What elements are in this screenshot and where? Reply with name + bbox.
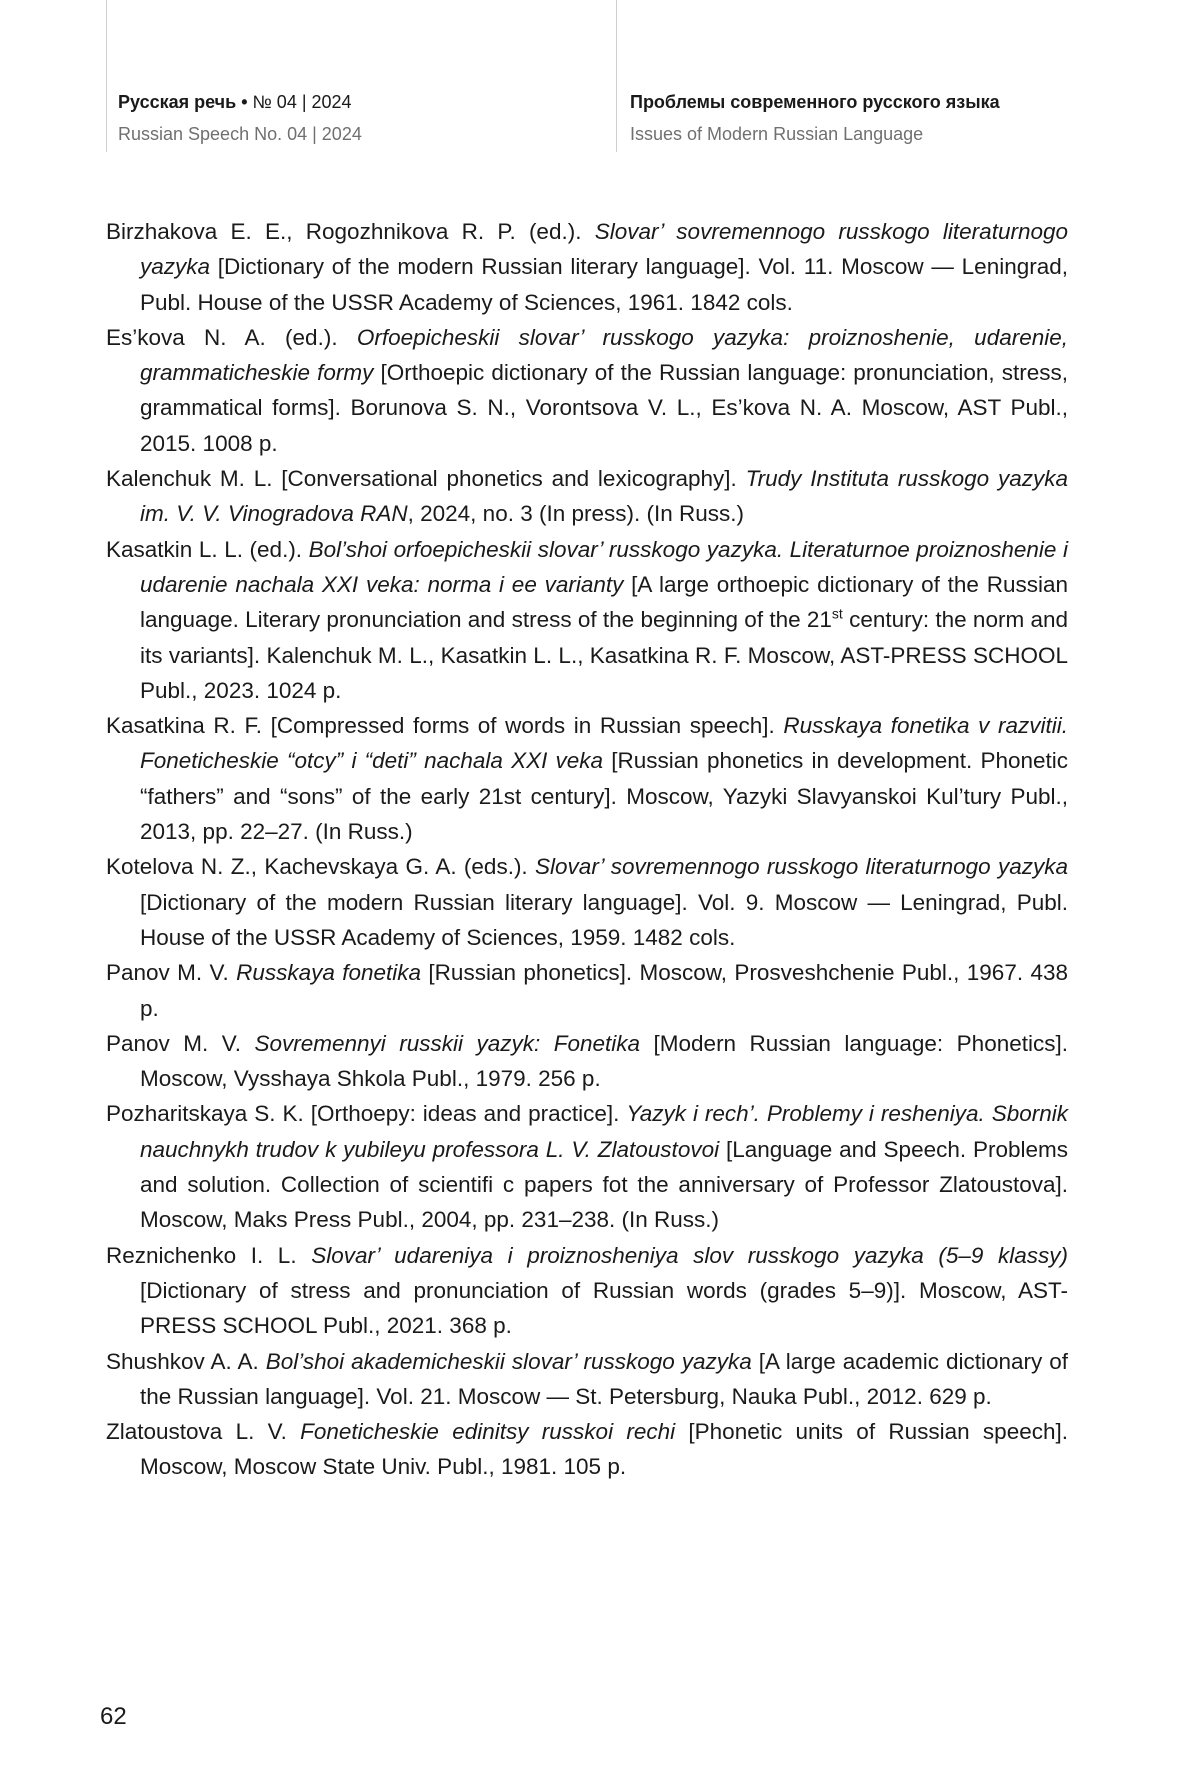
- journal-title-en: Russian Speech No. 04 | 2024: [118, 124, 362, 144]
- ref-title: Orfoepicheskii slovar’ russkogo yazyka: proiznoshenie, udarenie, grammaticheskie formy: [140, 324, 1068, 386]
- ref-text: , 2024, no. 3 (In press). (In Russ.): [407, 501, 745, 527]
- ref-text: Zlatoustova L. V.: [106, 1419, 301, 1445]
- reference-item: [106, 955, 1068, 1026]
- ref-title: Bol’shoi akademicheskii slovar’ russkogo yazyka: [265, 1348, 752, 1374]
- ref-title: Slovar’ sovremennogo russkogo literaturnogo yazyka: [535, 854, 1068, 880]
- reference-item: [106, 1096, 1068, 1237]
- reference-item: [106, 1414, 1068, 1485]
- reference-item: [106, 708, 1068, 849]
- ref-text: [Phonetic units of Russian speech]. Moscow, Moscow State Univ. Publ., 1981. 105 p.: [140, 1419, 1068, 1480]
- ref-text: Kotelova N. Z., Kachevskaya G. A. (eds.).: [106, 854, 536, 880]
- reference-item: [106, 532, 1068, 708]
- page-number: 62: [100, 1703, 127, 1730]
- reference-item: [106, 461, 1068, 532]
- ref-text: Shushkov A. A.: [106, 1348, 266, 1374]
- ref-text: Kasatkin L. L. (ed.).: [106, 536, 309, 562]
- reference-item: [106, 1344, 1068, 1415]
- ref-text: [A large orthoepic dictionary of the Russian language. Literary pronunciation and stress of the beginning of the 21: [140, 571, 1068, 633]
- section-title-en: Issues of Modern Russian Language: [630, 124, 924, 144]
- header-divider-right: [616, 0, 617, 152]
- ref-text: [Orthoepic dictionary of the Russian language: pronunciation, stress, grammatical forms]. Borunova S. N., Vorontsova V. L., Es’kova N. A. Moscow, AST Publ., 2015. 1008 p.: [140, 360, 1069, 456]
- journal-header: [118, 86, 362, 150]
- ref-text: century: the norm and its variants]. Kalenchuk M. L., Kasatkin L. L., Kasatkina R. F. Moscow, AST-PRESS SCHOOL Publ., 2023. 1024 p.: [140, 607, 1069, 703]
- ref-text: [Dictionary of the modern Russian literary language]. Vol. 9. Moscow — Leningrad, Publ. House of the USSR Academy of Sciences, 1959. 1482 cols.: [140, 889, 1068, 950]
- header-divider-left: [106, 0, 107, 152]
- ref-text: [Russian phonetics]. Moscow, Prosveshchenie Publ., 1967. 438 p.: [140, 960, 1068, 1021]
- reference-list: [106, 214, 1068, 1485]
- reference-item: [106, 1238, 1068, 1344]
- ref-text: Birzhakova E. E., Rogozhnikova R. P. (ed.).: [106, 219, 595, 244]
- reference-item: [106, 214, 1068, 320]
- reference-item: [106, 320, 1068, 461]
- ref-text: [A large academic dictionary of the Russian language]. Vol. 21. Moscow — St. Petersburg, Nauka Publ., 2012. 629 p.: [140, 1348, 1068, 1409]
- ref-title: Slovar’ udareniya i proiznosheniya slov russkogo yazyka (5–9 klassy): [311, 1242, 1068, 1268]
- ref-text: Es’kova N. A. (ed.).: [106, 324, 357, 350]
- ref-text: Panov M. V.: [106, 1030, 255, 1056]
- ref-superscript: st: [831, 605, 843, 622]
- ref-text: [Russian phonetics in development. Phonetic “fathers” and “sons” of the early 21st century]. Moscow, Yazyki Slavyanskoi Kul’tury Publ., 2013, pp. 22–27. (In Russ.): [140, 748, 1069, 845]
- ref-text: Kasatkina R. F. [Compressed forms of words in Russian speech].: [106, 713, 784, 739]
- ref-text: Kalenchuk M. L. [Conversational phonetics and lexicography].: [106, 466, 746, 492]
- ref-title: Russkaya fonetika v razvitii. Foneticheskie “otcy” i “deti” nachala XXI veka: [140, 713, 1068, 774]
- ref-title: Trudy Instituta russkogo yazyka im. V. V. Vinogradova RAN: [140, 466, 1068, 527]
- journal-separator: •: [236, 92, 253, 112]
- ref-title: Russkaya fonetika: [236, 960, 422, 986]
- ref-text: [Language and Speech. Problems and solution. Collection of scientifi c papers fot the anniversary of Professor Zlatoustova]. Moscow, Maks Press Publ., 2004, pp. 231–238. (In Russ.): [140, 1136, 1068, 1233]
- ref-text: Reznichenko I. L.: [106, 1242, 312, 1268]
- ref-title: Bol’shoi orfoepicheskii slovar’ russkogo yazyka. Literaturnoe proiznoshenie i udarenie nachala XXI veka: norma i ee varianty: [140, 536, 1068, 597]
- ref-title: Yazyk i rech’. Problemy i resheniya. Sbornik nauchnykh trudov k yubileyu professora L. V. Zlatoustovoi: [140, 1101, 1068, 1162]
- reference-item: [106, 849, 1068, 955]
- ref-title: Sovremennyi russkii yazyk: Fonetika: [254, 1030, 641, 1056]
- journal-issue-ru: № 04 | 2024: [252, 92, 352, 112]
- ref-text: Panov M. V.: [106, 960, 237, 986]
- journal-title-ru: Русская речь: [118, 92, 237, 112]
- ref-text: Pozharitskaya S. K. [Orthoepy: ideas and practice].: [106, 1101, 627, 1127]
- ref-title: Slovar’ sovremennogo russkogo literaturnogo yazyka: [140, 219, 1069, 280]
- ref-title: Foneticheskie edinitsy russkoi rechi: [300, 1419, 676, 1445]
- ref-text: [Dictionary of the modern Russian literary language]. Vol. 11. Moscow — Leningrad, Publ. House of the USSR Academy of Sciences, 1961. 1842 cols.: [140, 254, 1068, 315]
- journal-title-ru-line: [118, 86, 362, 118]
- section-title-ru: Проблемы современного русского языка: [630, 92, 1000, 112]
- ref-text: [Dictionary of stress and pronunciation of Russian words (grades 5–9)]. Moscow, AST-PRESS SCHOOL Publ., 2021. 368 p.: [140, 1277, 1068, 1339]
- reference-item: [106, 1026, 1068, 1097]
- ref-text: [Modern Russian language: Phonetics]. Moscow, Vysshaya Shkola Publ., 1979. 256 p.: [140, 1030, 1068, 1092]
- section-header: [630, 86, 1000, 150]
